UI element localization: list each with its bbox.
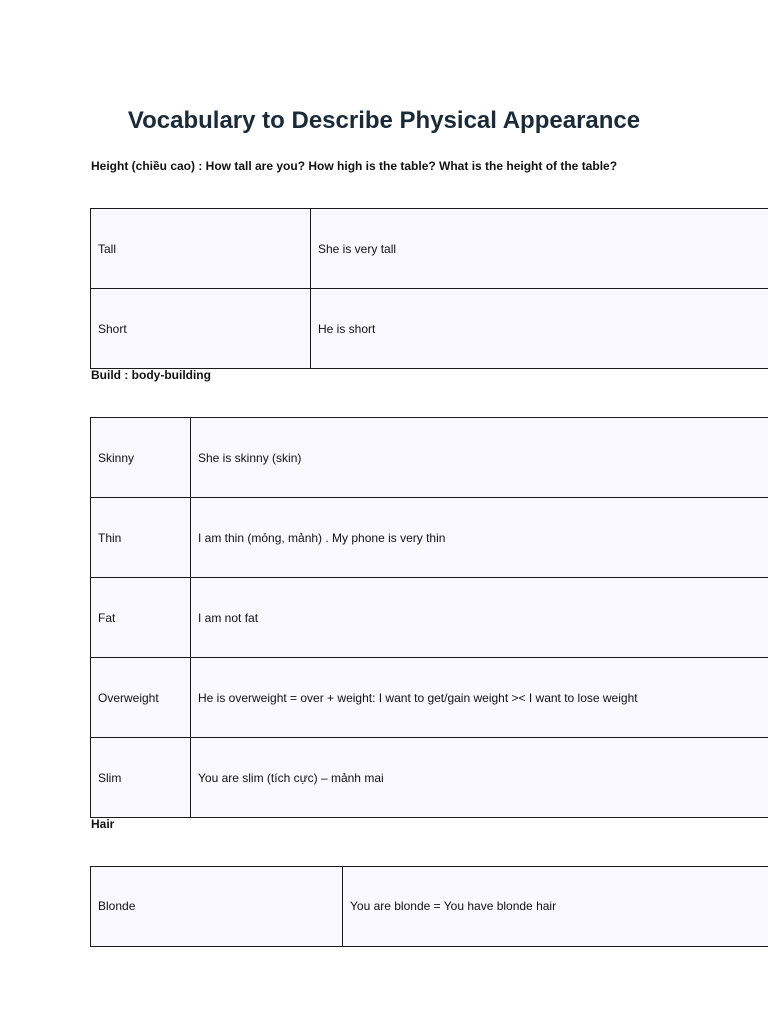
vocab-word: Slim (91, 738, 191, 818)
vocab-table-height (90, 208, 768, 369)
vocab-word: Short (91, 289, 311, 369)
table-row (91, 209, 768, 289)
section-heading-build: Build : body-building (91, 368, 211, 382)
table-row (91, 867, 768, 947)
table-row (91, 658, 768, 738)
table-row (91, 418, 768, 498)
vocab-table-build (90, 417, 768, 818)
table-row (91, 498, 768, 578)
vocab-example: You are blonde = You have blonde hair (343, 867, 768, 947)
vocab-example: She is skinny (skin) (191, 418, 768, 498)
vocab-example: She is very tall (311, 209, 768, 289)
section-heading-height: Height (chiều cao) : How tall are you? How high is the table? What is the height of the table? (91, 159, 618, 173)
vocab-word: Tall (91, 209, 311, 289)
vocab-word: Blonde (91, 867, 343, 947)
table-row (91, 289, 768, 369)
table-row (91, 578, 768, 658)
section-heading-hair: Hair (91, 817, 115, 831)
vocab-example: He is short (311, 289, 768, 369)
vocab-example: I am not fat (191, 578, 768, 658)
vocab-word: Overweight (91, 658, 191, 738)
vocab-word: Fat (91, 578, 191, 658)
table-row (91, 738, 768, 818)
vocab-word: Skinny (91, 418, 191, 498)
vocab-word: Thin (91, 498, 191, 578)
vocab-table-hair (90, 866, 768, 947)
vocab-example: I am thin (mỏng, mảnh) . My phone is very thin (191, 498, 768, 578)
vocab-example: You are slim (tích cực) – mảnh mai (191, 738, 768, 818)
page-title: Vocabulary to Describe Physical Appearance (127, 107, 641, 134)
vocab-example: He is overweight = over + weight: I want to get/gain weight >< I want to lose weight (191, 658, 768, 738)
